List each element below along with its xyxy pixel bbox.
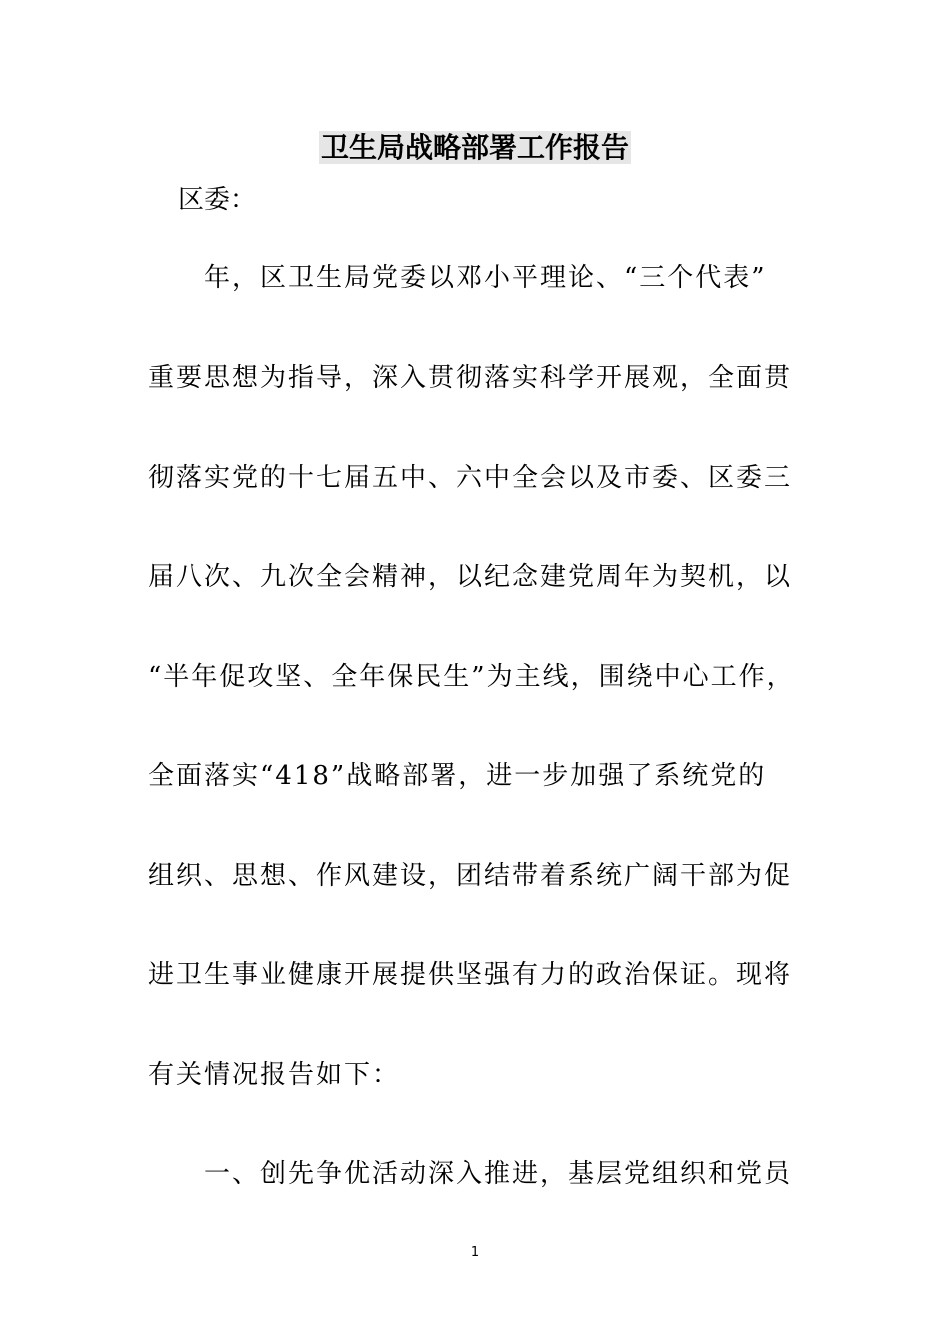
body-line-9: 有关情况报告如下： xyxy=(148,1060,401,1090)
body-line-3: 彻落实党的十七届五中、六中全会以及市委、区委三 xyxy=(148,463,793,493)
body-line-5: “半年促攻坚、全年保民生”为主线，围绕中心工作， xyxy=(148,662,795,692)
body-line-2: 重要思想为指导，深入贯彻落实科学开展观，全面贯 xyxy=(148,363,793,393)
body-line-6: 全面落实“418”战略部署，进一步加强了系统党的 xyxy=(148,761,767,791)
body-line-1: 年，区卫生局党委以邓小平理论、“三个代表” xyxy=(204,263,767,293)
body-line-7: 组织、思想、作风建设，团结带着系统广阔干部为促 xyxy=(148,861,793,891)
document-title xyxy=(0,128,950,168)
document-title-text: 卫生局战略部署工作报告 xyxy=(320,131,629,164)
salutation: 区委： xyxy=(178,185,257,215)
section-heading-1: 一、创先争优活动深入推进，基层党组织和党员 xyxy=(204,1159,793,1189)
body-line-8: 进卫生事业健康开展提供坚强有力的政治保证。现将 xyxy=(148,960,793,990)
body-line-4: 届八次、九次全会精神，以纪念建党周年为契机，以 xyxy=(148,562,793,592)
page-number: 1 xyxy=(470,1245,480,1260)
